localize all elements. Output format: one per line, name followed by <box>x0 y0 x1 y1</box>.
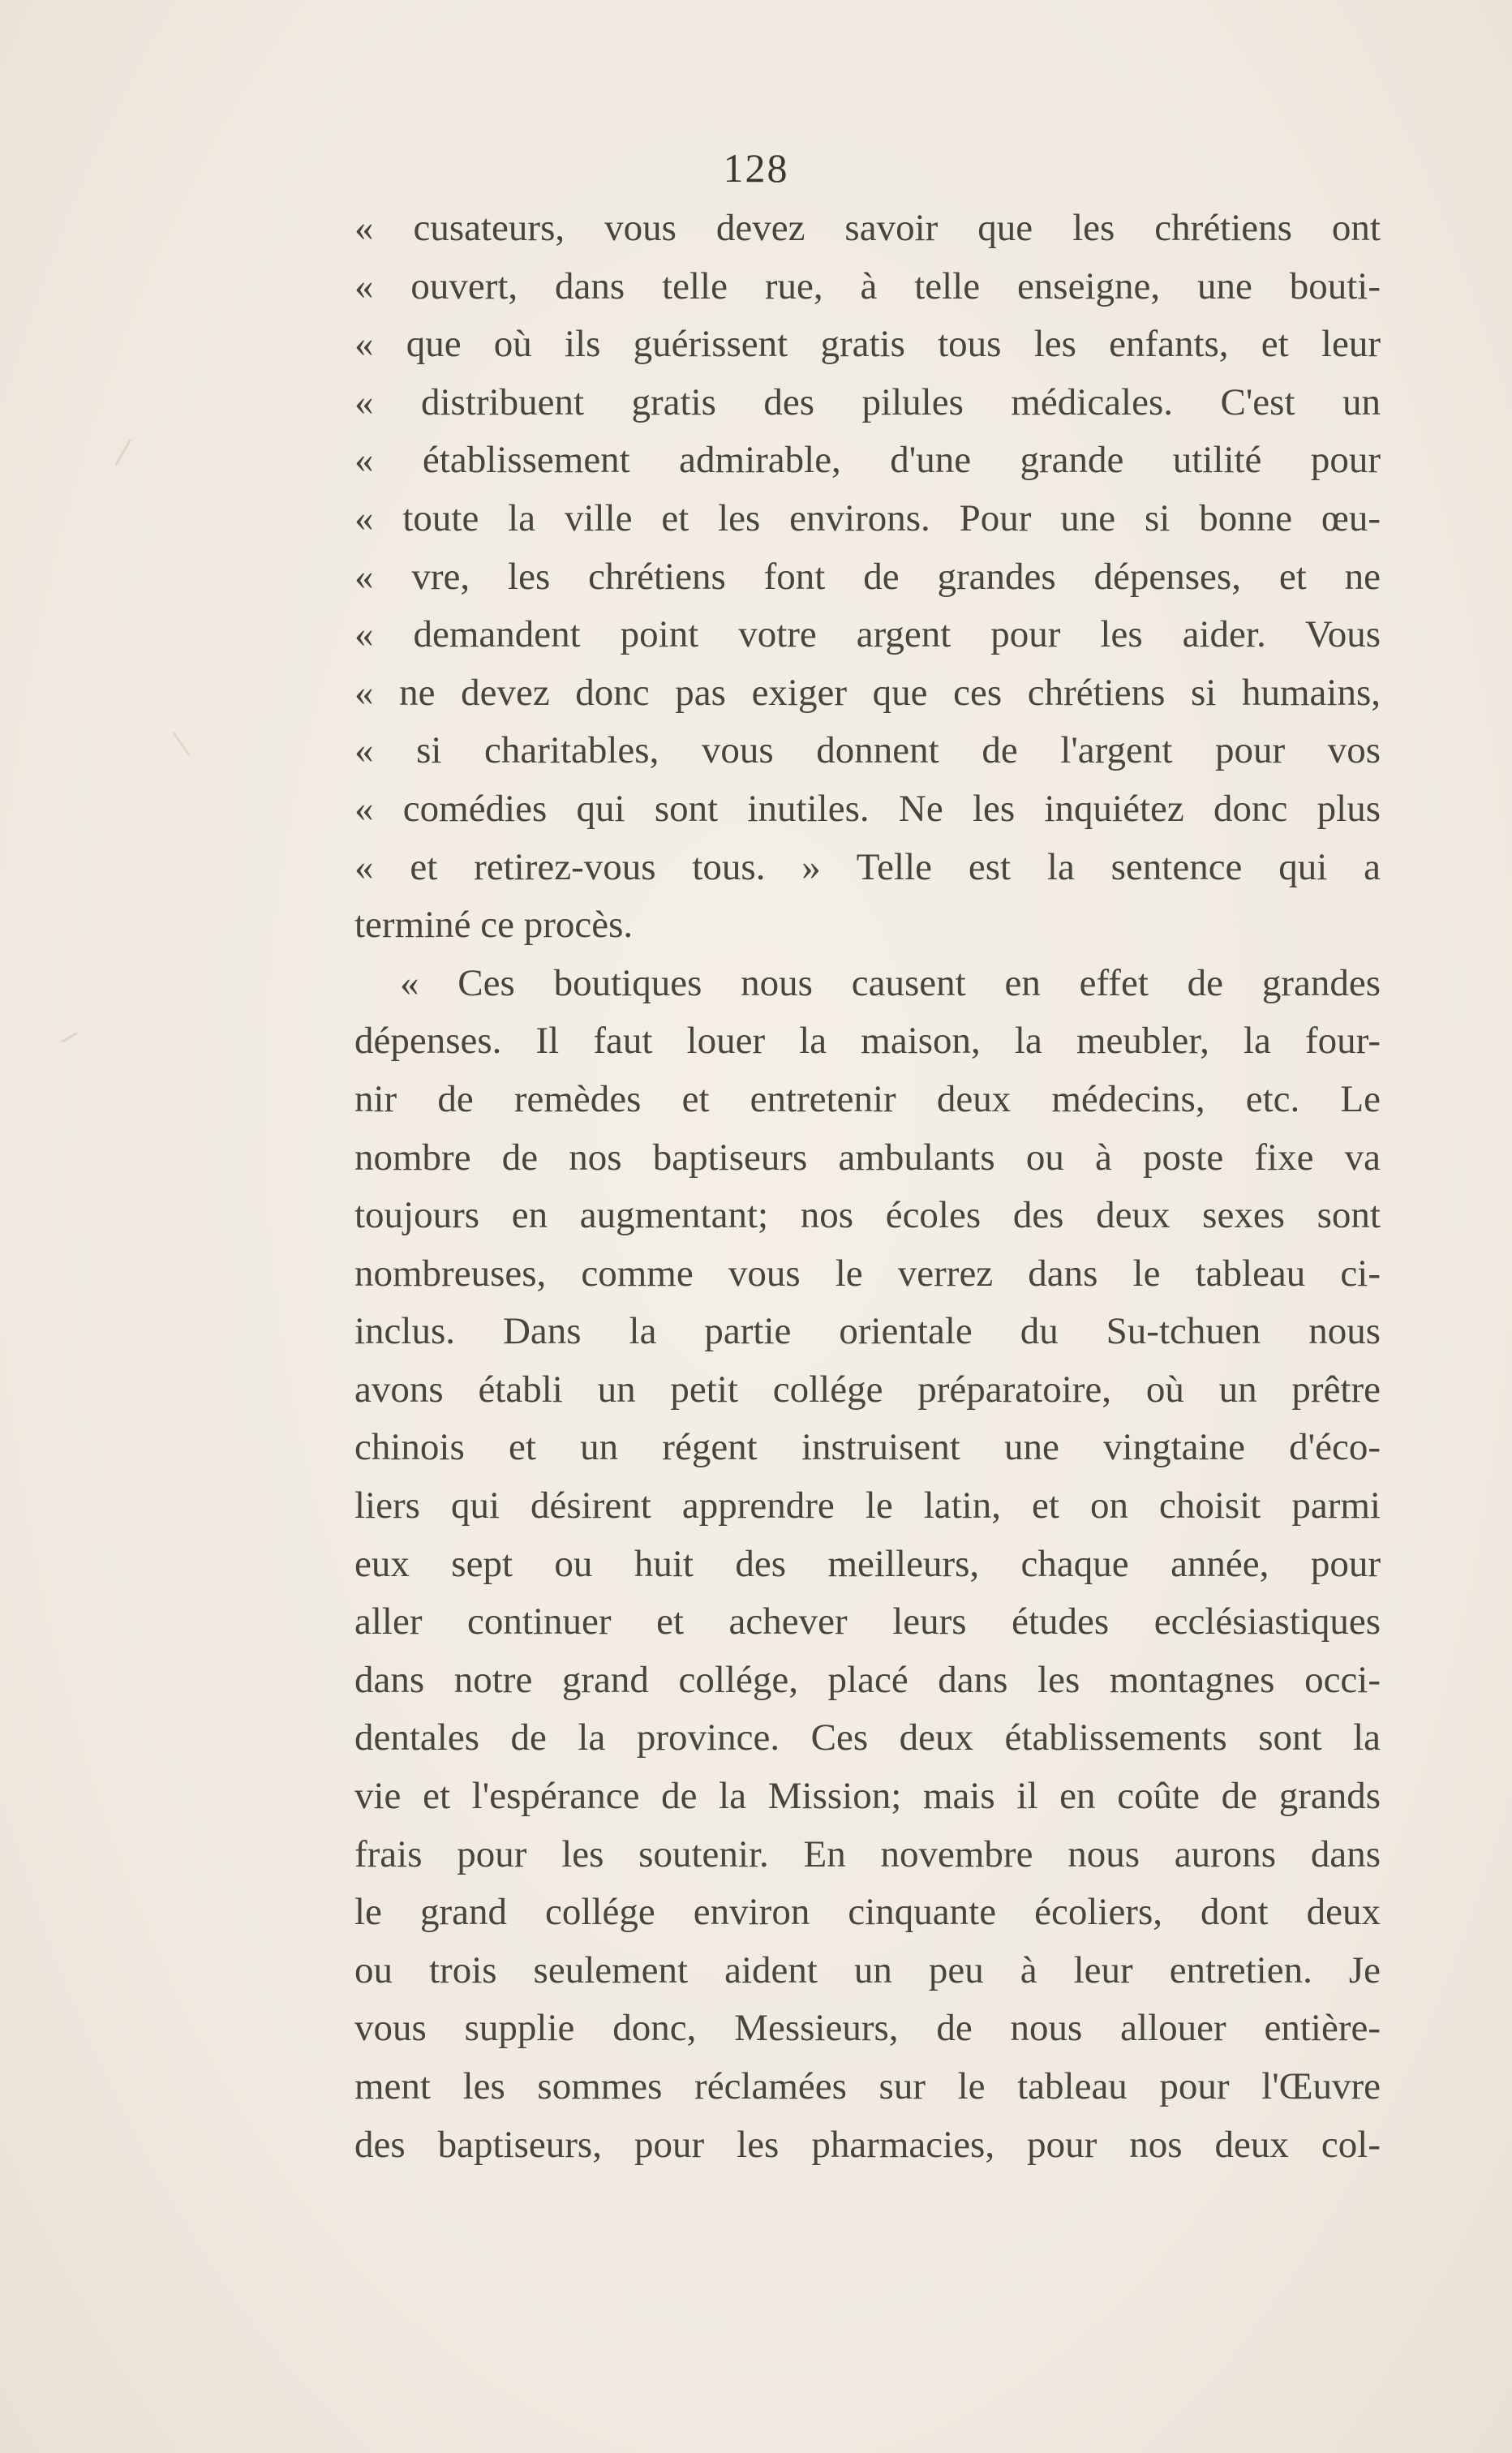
paragraph-end-line: terminé ce procès. <box>354 904 634 947</box>
text-line: eux sept ou huit des meilleurs, chaque année, pour <box>354 1542 1381 1585</box>
text-line: inclus. Dans la partie orientale du Su-tchuen nous <box>354 1310 1381 1353</box>
text-line: nir de remèdes et entretenir deux médecins, etc. Le <box>354 1077 1381 1120</box>
page-number: 128 <box>723 145 789 191</box>
text-line: « demandent point votre argent pour les aider. Vous <box>354 613 1381 656</box>
text-line: « distribuent gratis des pilules médicales. C'est un <box>354 380 1381 423</box>
text-line: « toute la ville et les environs. Pour une si bonne œu- <box>354 496 1381 539</box>
text-line: « ouvert, dans telle rue, à telle enseigne, une bouti- <box>354 264 1381 307</box>
text-line: « établissement admirable, d'une grande utilité pour <box>354 439 1381 482</box>
text-line: « si charitables, vous donnent de l'argent pour vos <box>354 729 1381 772</box>
text-line: chinois et un régent instruisent une vingtaine d'éco- <box>354 1426 1381 1469</box>
text-line: « cusateurs, vous devez savoir que les chrétiens ont <box>354 207 1381 249</box>
text-line: aller continuer et achever leurs études ecclésiastiques <box>354 1600 1381 1643</box>
text-line: « et retirez-vous tous. » Telle est la sentence qui a <box>354 845 1381 888</box>
paper-crease-mark <box>61 1032 78 1043</box>
body-text <box>354 200 1381 2174</box>
text-line: avons établi un petit collége préparatoire, où un prêtre <box>354 1368 1381 1411</box>
text-line: le grand collége environ cinquante écoliers, dont deux <box>354 1891 1381 1934</box>
text-line: dans notre grand collége, placé dans les montagnes occi- <box>354 1658 1381 1701</box>
text-line: ou trois seulement aident un peu à leur entretien. Je <box>354 1948 1381 1991</box>
text-line: « que où ils guérissent gratis tous les enfants, et leur <box>354 323 1381 366</box>
text-line: nombreuses, comme vous le verrez dans le tableau ci- <box>354 1252 1381 1295</box>
text-line: ment les sommes réclamées sur le tableau pour l'Œuvre <box>354 2065 1381 2107</box>
text-line: vous supplie donc, Messieurs, de nous allouer entière- <box>354 2007 1381 2050</box>
text-line: « vre, les chrétiens font de grandes dépenses, et ne <box>354 555 1381 598</box>
text-line: des baptiseurs, pour les pharmacies, pour nos deux col- <box>354 2123 1381 2166</box>
text-line: « ne devez donc pas exiger que ces chrétiens si humains, <box>354 671 1381 714</box>
paragraph-start-line: « Ces boutiques nous causent en effet de grandes <box>400 961 1381 1004</box>
text-line: dentales de la province. Ces deux établissements sont la <box>354 1716 1381 1759</box>
text-line: « comédies qui sont inutiles. Ne les inquiétez donc plus <box>354 787 1381 830</box>
text-line: liers qui désirent apprendre le latin, et on choisit parmi <box>354 1484 1381 1527</box>
paper-crease-mark <box>173 732 191 756</box>
text-line: frais pour les soutenir. En novembre nous aurons dans <box>354 1832 1381 1875</box>
paper-crease-mark <box>114 440 131 466</box>
text-line: nombre de nos baptiseurs ambulants ou à poste fixe va <box>354 1136 1381 1179</box>
text-line: toujours en augmentant; nos écoles des deux sexes sont <box>354 1194 1381 1237</box>
text-line: dépenses. Il faut louer la maison, la meubler, la four- <box>354 1020 1381 1063</box>
text-line: vie et l'espérance de la Mission; mais il en coûte de grands <box>354 1775 1381 1818</box>
